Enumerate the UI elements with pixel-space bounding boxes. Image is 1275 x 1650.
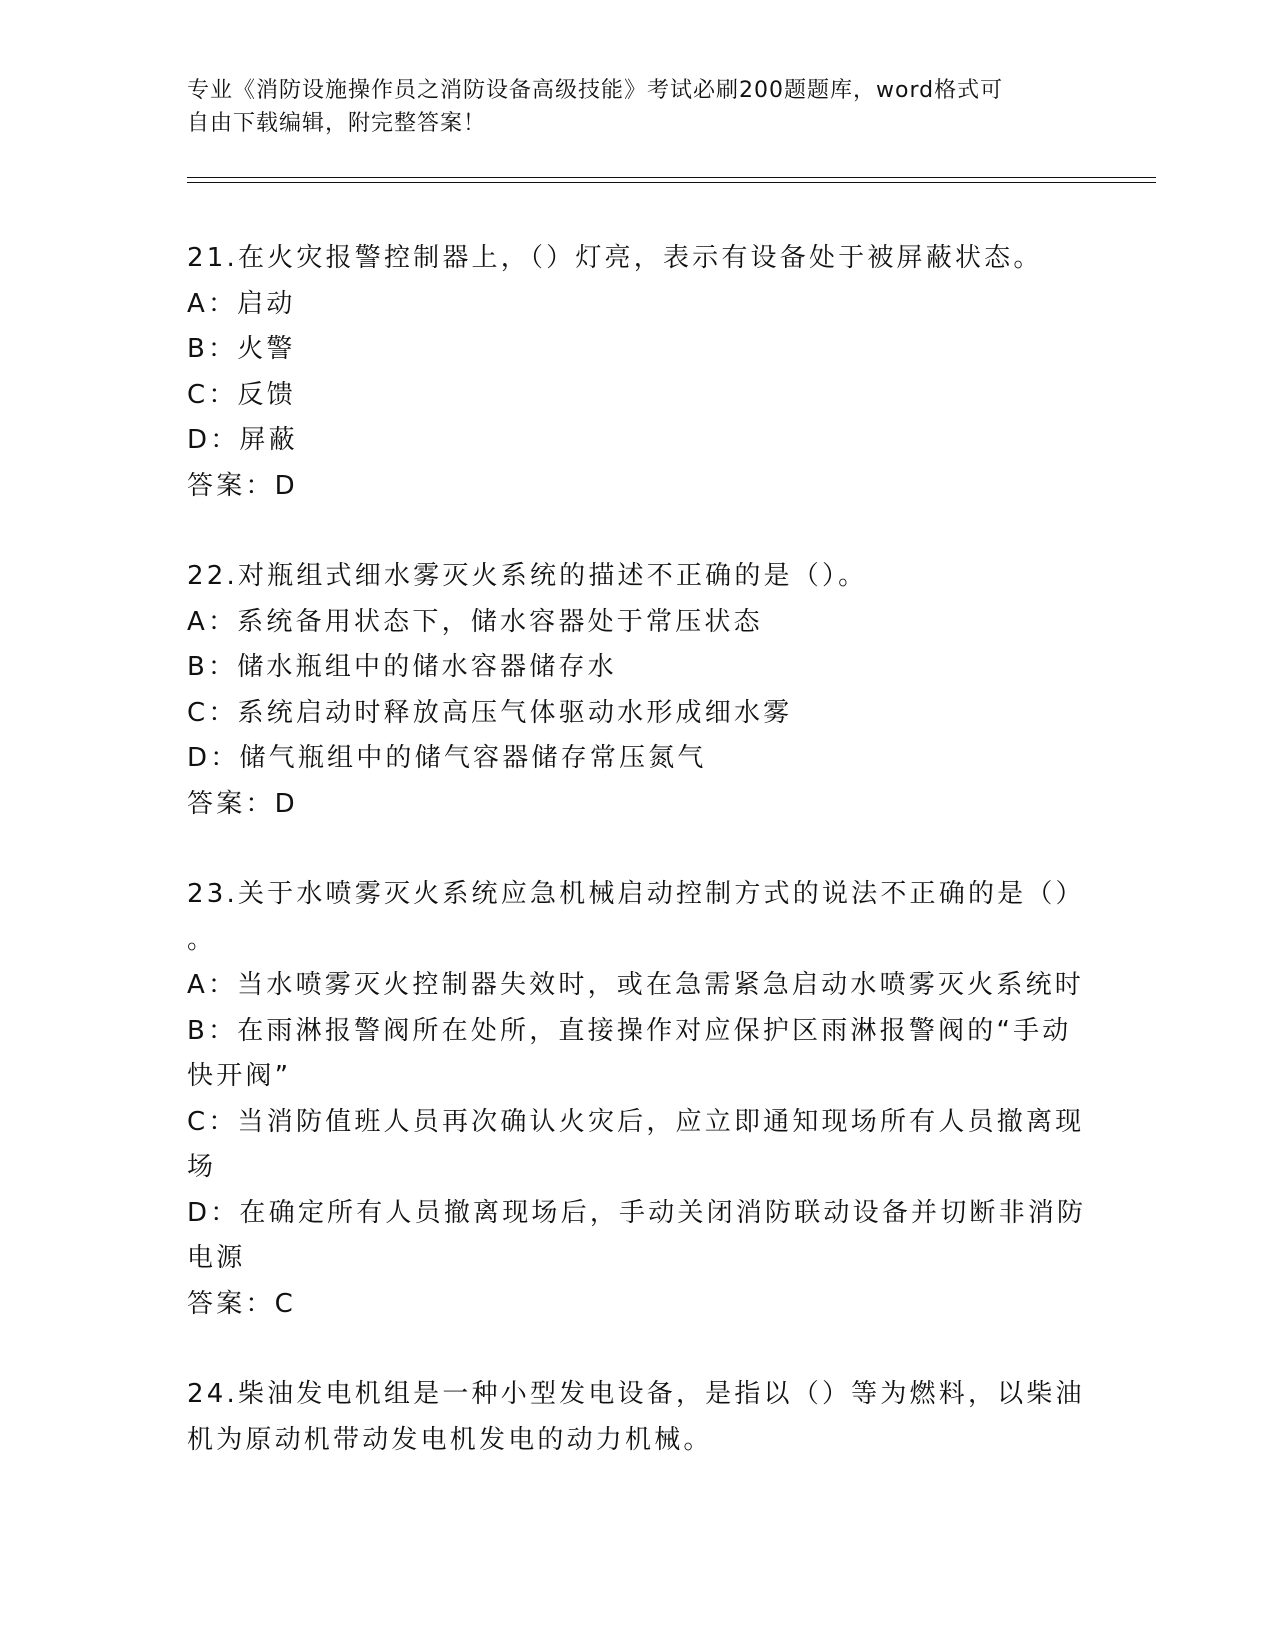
option-c: C：系统启动时释放高压气体驱动水形成细水雾 [187,697,793,728]
question-23 [187,872,1087,1327]
question-text: 21.在火灾报警控制器上，（）灯亮，表示有设备处于被屏蔽状态。 [187,243,1043,273]
option-c: C：反馈 [187,379,296,410]
answer: 答案：D [187,470,298,501]
question-text: 22.对瓶组式细水雾灭火系统的描述不正确的是（）。 [187,561,868,591]
option-d: D：在确定所有人员撤离现场后，手动关闭消防联动设备并切断非消防电源 [187,1197,1087,1273]
option-d: D：屏蔽 [187,425,298,455]
option-b: B：储水瓶组中的储水容器储存水 [187,652,617,682]
answer: 答案：D [187,788,298,819]
option-d: D：储气瓶组中的储气容器储存常压氮气 [187,743,707,773]
header-divider-bottom [187,182,1156,183]
question-list [187,236,1087,1508]
option-a: A：系统备用状态下，储水容器处于常压状态 [187,606,763,637]
option-b: B：在雨淋报警阀所在处所，直接操作对应保护区雨淋报警阀的“手动快开阀” [187,1015,1072,1091]
question-21 [187,236,1087,509]
option-a: A：当水喷雾灭火控制器失效时，或在急需紧急启动水喷雾灭火系统时 [187,970,1084,1000]
header-divider-top [187,177,1156,178]
intro-line-1: 专业《消防设施操作员之消防设备高级技能》考试必刷200题题库，word格式可 [187,78,1004,103]
answer: 答案：C [187,1288,296,1319]
question-text: 23.关于水喷雾灭火系统应急机械启动控制方式的说法不正确的是（） [187,879,1085,909]
intro-line-2: 自由下载编辑，附完整答案！ [187,111,487,136]
option-c: C：当消防值班人员再次确认火灾后，应立即通知现场所有人员撤离现场 [187,1106,1085,1182]
question-24 [187,1372,1087,1463]
option-a: A：启动 [187,288,296,319]
document-intro [187,74,1067,140]
question-22 [187,554,1087,827]
option-b: B：火警 [187,334,296,364]
question-text: 24.柴油发电机组是一种小型发电设备，是指以（）等为燃料，以柴油机为原动机带动发电机发电的动力机械。 [187,1379,1085,1455]
question-text-tail: 。 [187,924,217,955]
